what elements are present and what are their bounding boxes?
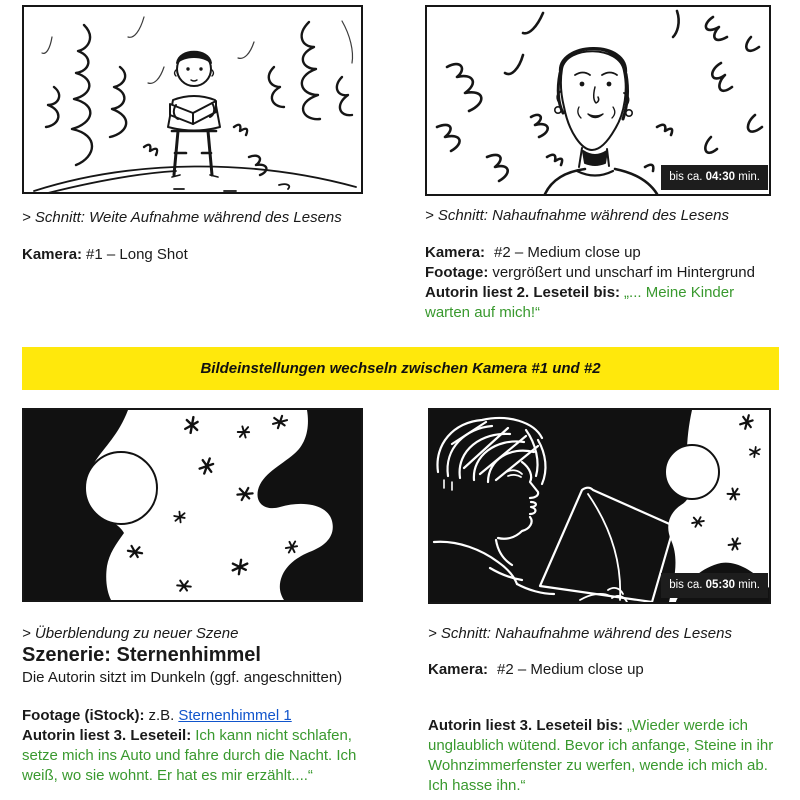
- camera-switch-banner: [22, 347, 779, 390]
- footage-value: vergrößert und unscharf im Hintergrund: [492, 264, 755, 281]
- camera-label: Kamera:: [425, 244, 486, 261]
- footage-istock-label: Footage (iStock):: [22, 707, 145, 724]
- camera-switch-banner-text: Bildeinstellungen wechseln zwischen Kamera #1 und #2: [200, 360, 601, 377]
- footage-line: [425, 263, 777, 283]
- reading-label: Autorin liest 3. Leseteil:: [22, 727, 192, 744]
- scene-title: Szenerie: Sternenhimmel: [22, 644, 261, 666]
- storyboard-frame-closeup: [425, 5, 771, 196]
- transition-note: > Überblendung zu neuer Szene: [22, 625, 239, 642]
- camera-label: Kamera:: [428, 661, 489, 678]
- reading-quote: Ich kann nicht schlafen, setze mich ins Auto und fahre durch die Nacht. Ich weiß, wo sie wohnt. Er hat es mir erzählt....“: [22, 727, 357, 784]
- timecode-prefix: bis ca.: [669, 171, 703, 183]
- footage-link-sternenhimmel[interactable]: Sternenhimmel 1: [178, 707, 292, 724]
- timecode-value: 04:30: [705, 171, 736, 183]
- moon: [665, 445, 719, 499]
- shot-details-top-right: [425, 243, 777, 323]
- timecode-suffix: min.: [738, 171, 760, 183]
- reading-label: Autorin liest 2. Leseteil bis:: [425, 284, 621, 301]
- moon: [85, 452, 157, 524]
- sketch-boy-reading-forest: [24, 7, 361, 192]
- camera-line-1: [22, 245, 188, 265]
- sketch-boy: [168, 52, 220, 177]
- reading-line-3: [22, 726, 390, 786]
- sketch-face: [545, 48, 657, 194]
- camera-value: #1 – Long Shot: [86, 246, 188, 263]
- storyboard-frame-starry-sky: [22, 408, 363, 602]
- timecode-value: 05:30: [705, 579, 736, 591]
- timecode-prefix: bis ca.: [669, 579, 703, 591]
- camera-line-2: [425, 243, 777, 263]
- camera-value: #2 – Medium close up: [497, 661, 644, 678]
- camera-line-3: [428, 660, 644, 680]
- reading-label: Autorin liest 3. Leseteil bis:: [428, 717, 624, 734]
- footage-label: Footage:: [425, 264, 489, 281]
- sketch-starry-sky-moon: [24, 410, 361, 600]
- scene-description: Die Autorin sitzt im Dunkeln (ggf. angeschnitten): [22, 669, 343, 686]
- reading-quote: „... Meine Kinder warten auf mich!“: [425, 284, 735, 321]
- cut-note-wide-shot: > Schnitt: Weite Aufnahme während des Lesens: [22, 209, 342, 226]
- footage-istock-prefix: z.B.: [148, 707, 175, 724]
- camera-value: #2 – Medium close up: [494, 244, 641, 261]
- camera-label: Kamera:: [22, 246, 83, 263]
- reading-line-3-end: [428, 716, 784, 796]
- cut-note-night-closeup: > Schnitt: Nahaufnahme während des Lesens: [428, 625, 732, 642]
- storyboard-frame-wide-shot: [22, 5, 363, 194]
- timecode-badge: [661, 573, 768, 598]
- cut-note-closeup: > Schnitt: Nahaufnahme während des Lesens: [425, 207, 729, 224]
- reading-quote: „Wieder werde ich unglaublich wütend. Bevor ich anfange, Steine in ihr Wohnzimmerfenster zu werfen, wende ich mich ab. Ich hasse ihn.“: [428, 717, 774, 794]
- timecode-suffix: min.: [738, 579, 760, 591]
- storyboard-frame-night-closeup: [428, 408, 771, 604]
- reading-line-2: [425, 283, 777, 323]
- timecode-badge: [661, 165, 768, 190]
- footage-istock-line: [22, 706, 292, 726]
